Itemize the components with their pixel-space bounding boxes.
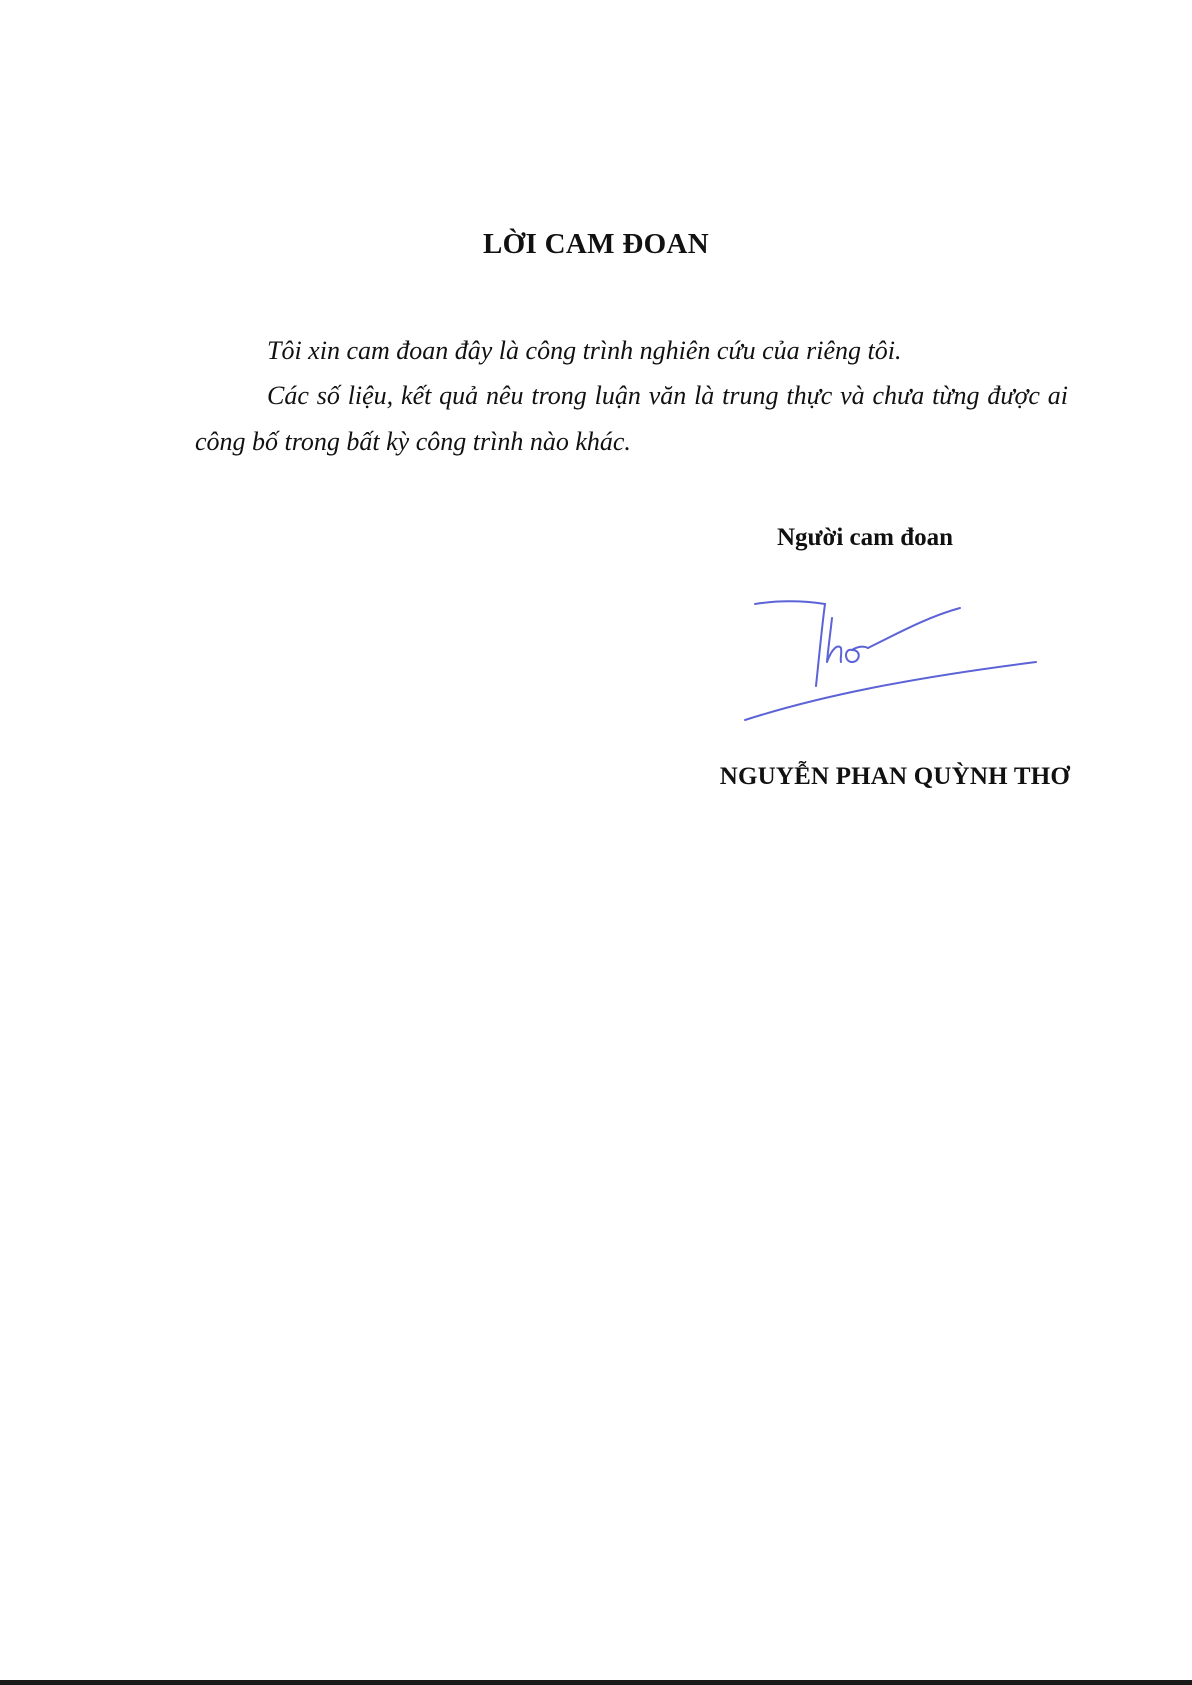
paragraph-2-text: Các số liệu, kết quả nêu trong luận văn là trung thực và chưa từng được ai công bố trong bất kỳ công trình nào khác. bbox=[195, 381, 1068, 456]
paragraph-2 bbox=[195, 373, 1068, 465]
signature-stroke bbox=[868, 608, 960, 648]
signature-stroke bbox=[755, 601, 825, 604]
page-bottom-rule bbox=[0, 1680, 1192, 1685]
paragraph-1-text: Tôi xin cam đoan đây là công trình nghiên cứu của riêng tôi. bbox=[267, 336, 902, 365]
signature-stroke bbox=[816, 604, 825, 686]
signature-stroke bbox=[827, 618, 841, 662]
signer-title: Người cam đoan bbox=[776, 524, 954, 551]
signature-stroke bbox=[846, 647, 868, 662]
document-title: LỜI CAM ĐOAN bbox=[483, 228, 709, 260]
signer-name: NGUYỄN PHAN QUỲNH THƠ bbox=[719, 763, 1070, 790]
paragraph-1 bbox=[195, 328, 1068, 374]
handwritten-signature bbox=[740, 588, 1040, 728]
signature-stroke bbox=[745, 662, 1036, 720]
